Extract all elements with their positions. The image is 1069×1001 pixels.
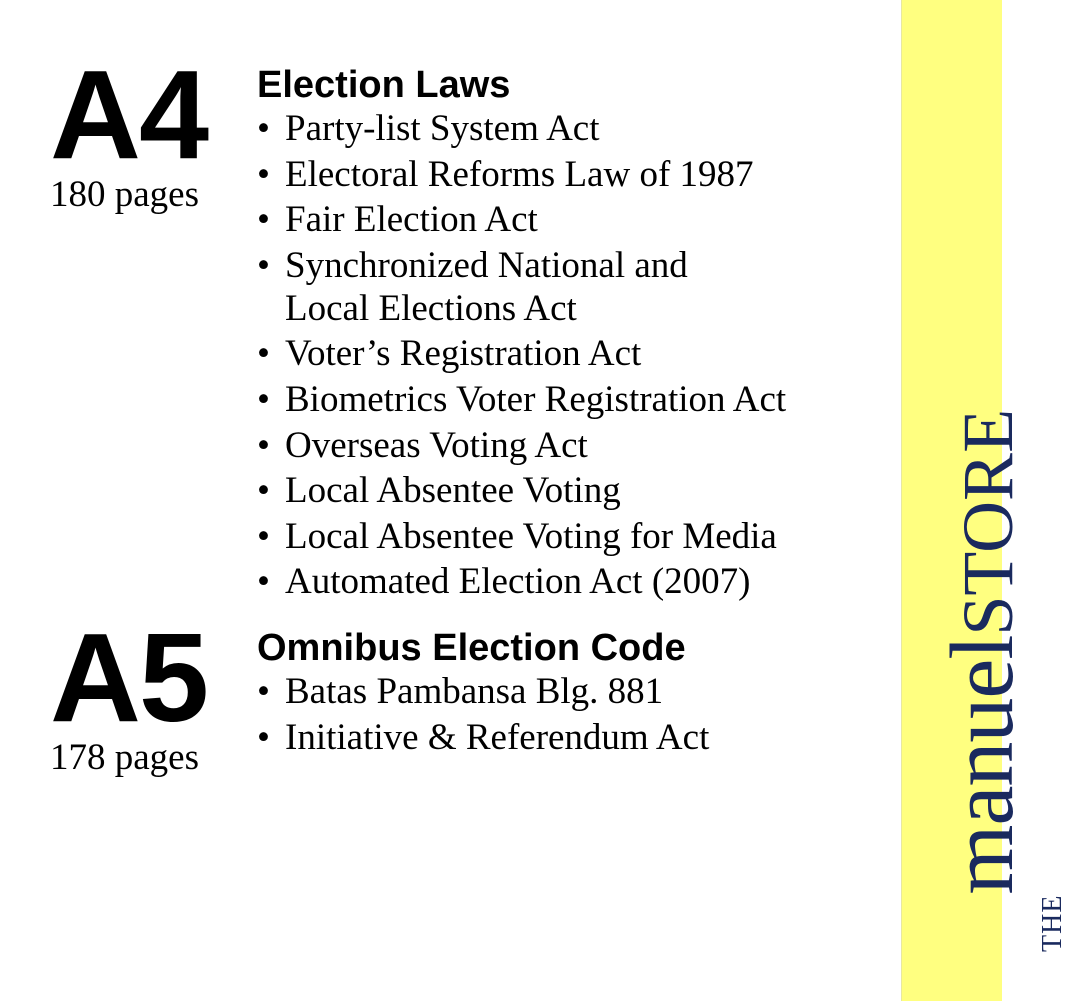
list-item <box>257 107 877 150</box>
list-item-text: Batas Pambansa Blg. 881 <box>285 671 664 712</box>
list-item-text: Automated Election Act (2007) <box>285 561 751 603</box>
bullet-icon: • <box>257 108 270 149</box>
list-item-text: Overseas Voting Act <box>285 424 588 466</box>
section-heading: Election Laws <box>257 64 511 106</box>
law-list <box>257 107 877 603</box>
brand-strip <box>901 0 1068 1001</box>
law-list <box>257 670 877 759</box>
bullet-icon: • <box>257 378 270 420</box>
page-count: 180 pages <box>50 174 199 215</box>
list-item-text: Synchronized National and <box>285 244 688 286</box>
brand-manuel: manuel <box>933 635 1032 895</box>
list-item <box>257 332 877 375</box>
list-item-text: Local Absentee Voting for Media <box>285 515 777 557</box>
section-heading: Omnibus Election Code <box>257 627 686 669</box>
bullet-icon: • <box>257 515 270 557</box>
brand-logo <box>933 408 1068 952</box>
list-item-text: Party-list System Act <box>285 108 600 149</box>
bullet-icon: • <box>257 561 270 603</box>
brand-store: STORE <box>948 408 1028 636</box>
section-content <box>257 626 877 761</box>
list-item-text: Biometrics Voter Registration Act <box>285 378 787 420</box>
bullet-icon: • <box>257 333 270 375</box>
list-item <box>257 515 877 558</box>
bullet-icon: • <box>257 424 270 466</box>
brand-wordmark <box>933 408 1033 895</box>
list-item-text: Voter’s Registration Act <box>285 333 642 375</box>
list-item <box>257 469 877 512</box>
bullet-icon: • <box>257 470 270 512</box>
paper-size-label: A4 <box>50 44 208 185</box>
list-item-text: Fair Election Act <box>285 199 538 241</box>
list-item-text: Initiative & Referendum Act <box>285 716 710 758</box>
list-item <box>257 716 877 759</box>
bullet-icon: • <box>257 199 270 241</box>
bullet-icon: • <box>257 244 270 286</box>
brand-the: THE <box>1037 894 1068 952</box>
bullet-icon: • <box>257 671 270 712</box>
list-item-text: Local Elections Act <box>285 287 577 329</box>
bullet-icon: • <box>257 716 270 758</box>
bullet-icon: • <box>257 153 270 195</box>
list-item-text: Electoral Reforms Law of 1987 <box>285 153 754 195</box>
list-item <box>257 378 877 421</box>
paper-size-label: A5 <box>50 607 208 748</box>
list-item <box>257 670 877 713</box>
list-item <box>257 560 877 603</box>
list-item <box>257 153 877 196</box>
list-item <box>257 424 877 467</box>
page-count: 178 pages <box>50 737 199 778</box>
list-item-text: Local Absentee Voting <box>285 470 621 512</box>
section-content <box>257 63 877 606</box>
list-item <box>257 198 877 241</box>
list-item <box>257 244 877 330</box>
